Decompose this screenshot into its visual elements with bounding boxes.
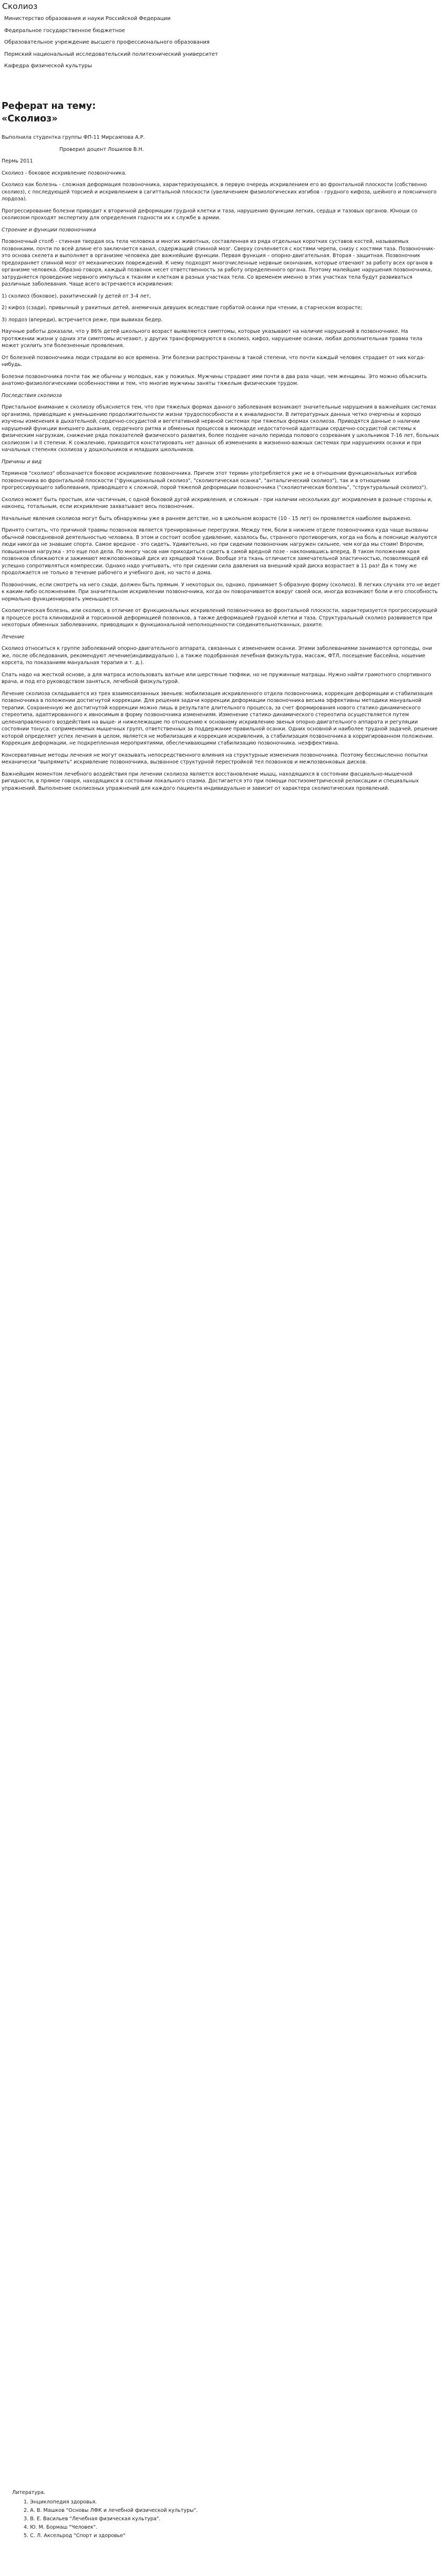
paragraph: Сколиоз - боковое искривление позвоночника. [2,170,127,176]
section-heading: Причины и вид [2,459,42,465]
paragraph: Сколиоз относиться к группе заболеваний опорно-двигательного аппарата, связанных с изменением осанки. Этими заболеваниями занимаются ортопеды, они же, после обследования, рекомендуют лечение(индивидуально ), а также подобранная лечебная физкультура, массаж, ФТЛ, посещение бассейна, ношение корсета, по показаниям мануальная терапия и т. д.). [2,646,432,666]
paragraph: Прогрессирование болезни приводит к вторичной деформации грудной клетки и таза, нарушению функции легких, сердца и тазовых органов. Юноши со сколиозом проходят экспертизу для определения годности их к службе в армии. [2,208,418,221]
section-heading: Лечение [2,634,25,640]
paragraph: Научные работы доказали, что у 86% детей школьного возраст выявляются симптомы, которые указывают на наличие нарушений в позвоночнике. На протяжении жизни у одних эти симптомы исчезают, у других трансформируются в сколиоз, кифоз, нарушение осанки, любая дополнительная травма тела может усилить эти болезненные проявления. [2,329,422,349]
literature-item: 4. Ю. М. Бормаш "Человек". [24,2524,98,2530]
paragraph: Пермь 2011 [2,158,33,164]
paragraph: Лечение сколиоза складывается из трех взаимосвязанных звеньев: мобилизация искривленного отдела позвоночника, коррекция деформации и стабилизация позвоночника в положении достигнутой коррекции. Для решения задачи коррекции деформации позвоночника весьма эффективны методики мануальной терапии. Сохраненную же достигнутой коррекции можно лишь в результате длительного процесса, за счет формирования нового статико-динамического стереотипа, адаптированного к ивносимым в форму позвоночника изменениям. Изменение статико-динамического стереотипа осуществляется путем целенаправленного воздействия на выше- и нижележащие по отношению к основному искривлению звенья опорно-двигательного аппарата и регуляции состоянии тонуса. соприменяемых мышечных групп, ответственных за поддержание правильной осанки. Одних основной и наиболее трудной задачей, решение которой определяет успех лечения в целом, является не мобилизация и коррекция искривления, а стабилизация позвоночника в корригированном положении. Коррекция деформации, не подкрепленная мероприятиями, обеспечивающими стабилизацию позвоночника. неэффективна. [2,690,438,746]
literature-item: 5. С. Л. Аксельрод "Спорт и здоровье" [24,2533,126,2539]
paragraph: 2) кифоз (сзади), привычный у рахитных детей, анемичных девушек вследствие горбатой осанки при чтении, в старческом возрасте; [2,305,363,311]
paragraph: Пристальное внимание к сколиозу объясняется тем, что при тяжелых формах данного заболевания возникают значительные нарушения в важнейших системах организма, приводящие к уменьшению продолжительности жизни трудоспособности и к инвалидности. В литературных данных четко очерчены и хорошо изучены изменения в дыхательной, сердечно-сосудистой и вегетативной нервной системах при тяжелых формах сколиоза. Приводятся данные о наличии нарушений функции внешнего дыхания, сердечного ритма и обменных процессов в миокарде недостаточной адаптации сердечно-сосудистой системы к физическим нагрузкам, снижение ряда показателей физического развития, более позднее начало периода полового созревания у школьников 7-16 лет, больных сколиозом I и II степени. К сожалению, приходится констатировать нет данных об изменениях в жизненно-важных системах при нарушениях осанки и при начальных степенях сколиоза у дошкольников и младших школьников. [2,404,439,453]
document-title: Сколиоз [2,2,38,11]
paragraph: Сколиотическая болезнь, или сколиоз, в отличие от функциональных искривлений позвоночника во фронтальной плоскости, характеризуется прогрессирующей в процессе роста клиновидной и торсионной деформацией позвонков, а также деформацией грудной клетки и таза. Структуральный сколиоз развивается при некоторых обменных заболеваниях, приводящих к функциональной неполноценности соединительнотканных, рахите. [2,608,438,628]
literature-section [12,2489,422,2540]
paragraph: Позвоночник, если смотреть на него сзади, должен быть прямым. У некоторых он, однако, принимает S-образную форму (сколиоз). В легких случаях это не ведет к каким-либо осложнениям. При значительном искривлении позвоночника, когда он поворачивается вокруг своей оси, иногда возникают боли и его способность нормально функционировать уменьшается. [2,582,440,602]
paragraph: Болезни позвоночника почти так же обычны у молодых, как у пожилых. Мужчины страдают ими почти в два раза чаще, чем женщины. Это можно объяснить анатомо-физиологическими особенностями и тем, что многие мужчины заняты тяжелым физическим трудом. [2,373,427,386]
header-line: Федеральное государственное бюджетное [4,27,125,34]
header-line: Образовательное учреждение высшего профессионального образования [4,39,210,45]
paragraph: Важнейшим моментом лечебного воздействия при лечении сколиоза является восстановление мышц, находящихся в состоянии фасциально-мышечной ригидности, в прямое говоря, находящихся в состоянии локального спазма. Достигается это при помощи постизометрической релаксации и специальных упражнений. Выполнение сколиозных упражнений для каждого пациента индивидуально и зависит от характера сколиотических проявлений. [2,771,419,791]
section-heading: Последствия сколиоза [2,392,62,399]
literature-item: 2. А. В. Машков "Основы ЛФК и лечебной физической культуры". [24,2508,198,2513]
institution-header [4,15,435,74]
literature-item: 1. Энциклопедия здоровья. [24,2499,97,2505]
essay-heading-topic: «Сколиоз» [2,114,58,124]
literature-title: Литература. [12,2490,46,2496]
paragraph: 3) лордоз (впереди), встречается реже, при вывихах бедер. [2,317,163,323]
paragraph: Терминов "сколиоз" обозначается боковое искривление позвоночника. Причем этот термин употребляется уже не в отношении функциональных изгибов позвоночника во фронтальной плоскости ("функциональный сколиоз", "сколиотическая осанка", "антальгический сколиоз"), так и в отношении прогрессирующего заболевания, приводящего к сложной, порой тяжелой деформации позвоночника ("сколиотическая болезнь", "структуральный сколиоз"). [2,471,428,491]
header-line: Кафедра физической культуры [4,63,92,69]
literature-list [12,2498,422,2540]
paragraph: Позвоночный столб - стинная твердая ось тела человека и многих животных, составленная из ряда отдельных коротких суставов костей, называемых позвонками, почти по всей длине его заключается канал, содержащий спинной мозг. Сверху сочленяется с костями черепа, снизу с костями таза. Позвоночник- это основа скелета и выполняет в организме человека две важнейшие функции. Первая функция – опорно-двигательная. Вторая - защитная. Позвоночник предохраняет спинной мозг от механических повреждений. К нему подходят многочисленные нервные окончания, которые отвечают за работу всех органов в организме человека. Образно говоря, каждый позвонок несет ответственность за работу определенного органа. Поэтому малейшие нарушения позвоночника, затрудняется проведение нервного импульса к тканям и клеткам в разных участках тела. Со временем именно в этих участках тела будут развиваться различные заболевания. Чаще всего встречаются искривления: [2,239,435,287]
essay-heading-line: Реферат на тему: [2,101,96,111]
header-line: Пермский национальный исследовательский политехнический университет [4,51,218,57]
paragraph: Выполнила студентка группы ФП-11 Мирсаяпова А.Р. [2,135,145,140]
paragraph: 1) сколиоз (боковое), рахитический (у детей от 3-4 лет, [2,293,151,299]
paragraph: Спать надо на жесткой основе, а для матраса использовать ватные или шерстяные тюфяки, но не пружинные матрацы. Нужно найти грамотного спортивного врача, и под его руководством заняться, лечебной физкультурой. [2,671,431,685]
essay-heading [2,100,96,125]
header-line: Министерство образования и науки Российской Федерации [4,16,171,22]
section-heading: Строение и функции позвоночника [2,227,96,233]
paragraph: Проверил доцент Лошилов В.Н. [59,146,144,152]
literature-item: 3. В. Е. Васильев "Лечебная физическая культура". [24,2516,161,2522]
paragraph: Принято считать, что причиной травмы позвонков является тренированные перегрузки. Между тем, боли в нижнем отделе позвоночника куда чаще вызваны обычной повседневной деятельностью человека. В этом и состоит особое удивление, казалось бы, странного противоречия, когда на боль в пояснице жалуются люди никогда не знавшие спорта. Самое вредное - это сидеть. Удивительно, но при сидении позвоночник нагружен сильнее, чем когда мы стоим! Впрочем, повышенная нагрузка - это еще пол дела. По многу часов нам приходиться сидеть в самой вредной позе - наклонившись вперед. В таком положении края позвонков сближаются и зажимают межпозвонковый диск из хрящевой ткани. Вообще эта ткань отличается замечательной эластичностью, позволяющей ей успешно сопротивляться компрессии. Однако надо учитывать, что при сидении сила давления на внешний край диска возрастает в 11 раз! Да к тому же продолжается не только в течение рабочего и учебного дня, но часто и дома. [2,527,437,576]
paragraph: От болезней позвоночника люди страдали во все времена. Эти болезни распространены в такой степени, что почти каждый человек страдает от них когда-нибудь. [2,354,425,368]
paragraph: Сколиоз как болезнь - сложная деформация позвоночника, характеризующаяся, в первую очередь искривлением его во фронтальной плоскости (собственно сколиоз), с последующей торсией и искривлением в сагиттальной плоскости (увеличением физиологических изгибов - грудного кифоза, шейного и поясничного лордоза). [2,182,437,202]
paragraph: Сколиоз может быть простым, или частичным, с одной боковой дугой искривления, и сложным - при наличии нескольких дуг искривления в разные стороны и, наконец, тотальным, если искривление захватывает весь позвоночник. [2,496,433,510]
paragraph: Консервативные методы лечения не могут оказывать непосредственного влияния на структурные изменения позвоночника. Поэтому бессмысленно попытки механически "выпрямить" искривление позвоночника, вызванное структурной перестройкой тел позвонков и межпозвонковых дисков. [2,752,428,765]
essay-body [2,134,441,797]
paragraph: Начальные явления сколиоза могут быть обнаружены уже в раннем детстве, но в школьном возрасте (10 - 15 лет) он проявляется наиболее выражено. [2,515,412,522]
